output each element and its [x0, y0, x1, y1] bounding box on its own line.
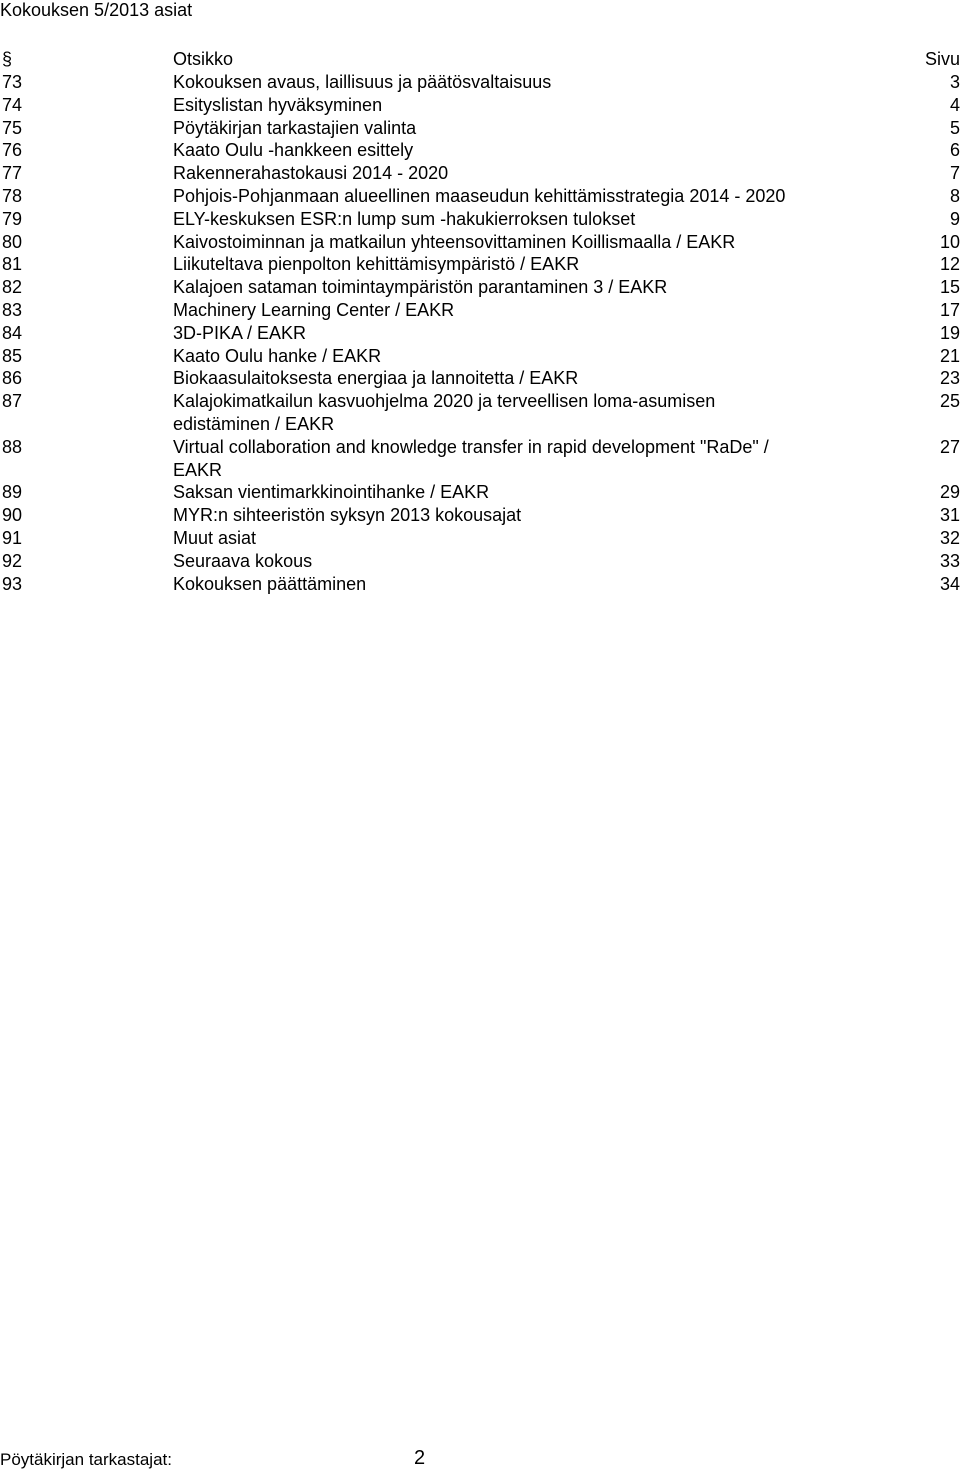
toc-row-number: 85 [2, 345, 23, 366]
toc-rows [0, 71, 960, 595]
toc-row-title: Muut asiat [173, 527, 257, 548]
toc-row-page: 15 [939, 277, 960, 298]
toc-row-title: Virtual collaboration and knowledge transfer in rapid development "RaDe" / EAKR [173, 436, 769, 480]
toc-row-title: Saksan vientimarkkinointihanke / EAKR [173, 482, 490, 503]
toc-row-page: 23 [939, 368, 960, 389]
title-column-header: Otsikko [173, 49, 234, 69]
toc-row [0, 185, 960, 208]
toc-row-number: 82 [2, 277, 23, 298]
toc-row [0, 322, 960, 345]
toc-row-number: 90 [2, 505, 23, 526]
toc-row-title: Liikuteltava pienpolton kehittämisympäristö / EAKR [173, 254, 580, 275]
toc-row-number: 83 [2, 299, 23, 320]
toc-row [0, 367, 960, 390]
toc-row-number: 79 [2, 208, 23, 229]
toc-row-title: ELY-keskuksen ESR:n lump sum -hakukierroksen tulokset [173, 208, 636, 229]
toc-row [0, 94, 960, 117]
toc-row-page: 29 [939, 482, 960, 503]
toc-row-title: 3D-PIKA / EAKR [173, 322, 307, 343]
toc-row-page: 31 [939, 505, 960, 526]
toc-row-title: Kokouksen avaus, laillisuus ja päätösvaltaisuus [173, 72, 552, 92]
toc-row-page: 10 [939, 231, 960, 252]
toc-row [0, 573, 960, 596]
toc-row-number: 78 [2, 185, 23, 206]
toc-row-title: Kaato Oulu hanke / EAKR [173, 345, 382, 366]
toc-row-number: 75 [2, 117, 23, 138]
toc-row-number: 80 [2, 231, 23, 252]
toc-row [0, 162, 960, 185]
toc-row-number: 91 [2, 527, 23, 548]
toc-row-number: 92 [2, 550, 23, 571]
toc-row-title: Kalajokimatkailun kasvuohjelma 2020 ja terveellisen loma-asumisen edistäminen / EAKR [173, 391, 716, 434]
toc-row-number: 81 [2, 254, 23, 275]
toc-row [0, 527, 960, 550]
toc-row-page: 19 [939, 322, 960, 343]
footer-page-number: 2 [414, 1447, 426, 1469]
toc-row-page: 12 [939, 254, 960, 275]
toc-row [0, 504, 960, 527]
section-mark-header: § [2, 49, 13, 69]
toc-row [0, 550, 960, 573]
toc-row-page: 27 [939, 436, 960, 457]
toc-row [0, 345, 960, 368]
toc-row [0, 71, 960, 94]
toc-row-title: Pöytäkirjan tarkastajien valinta [173, 117, 417, 138]
toc-row-number: 77 [2, 163, 23, 184]
toc-row-page: 21 [939, 345, 960, 366]
toc-row-number: 88 [2, 436, 23, 457]
toc-row-title: Machinery Learning Center / EAKR [173, 299, 455, 320]
toc-row-title: Esityslistan hyväksyminen [173, 94, 383, 115]
toc-row-page: 7 [949, 163, 960, 184]
toc-row [0, 231, 960, 254]
toc-row [0, 208, 960, 231]
toc-row [0, 299, 960, 322]
toc-row-title: Kaivostoiminnan ja matkailun yhteensovittaminen Koillismaalla / EAKR [173, 231, 736, 252]
toc-row-title: Rakennerahastokausi 2014 - 2020 [173, 163, 449, 184]
toc-row [0, 117, 960, 140]
toc-row-page: 25 [939, 391, 960, 412]
toc-row-title: Pohjois-Pohjanmaan alueellinen maaseudun kehittämisstrategia 2014 - 2020 [173, 185, 786, 206]
toc-row-page: 17 [939, 299, 960, 320]
toc-row-number: 86 [2, 368, 23, 389]
toc-row [0, 253, 960, 276]
toc-row-number: 76 [2, 140, 23, 161]
toc-row-page: 33 [939, 550, 960, 571]
toc-row-number: 93 [2, 573, 23, 594]
toc-row-title: Biokaasulaitoksesta energiaa ja lannoitetta / EAKR [173, 368, 579, 389]
toc-row-title: Kokouksen päättäminen [173, 573, 367, 594]
toc-row-page: 5 [949, 117, 960, 138]
toc-row [0, 139, 960, 162]
toc-row-page: 8 [949, 185, 960, 206]
toc-row-number: 87 [2, 391, 23, 412]
toc-row-number: 74 [2, 94, 23, 115]
toc-row-number: 89 [2, 482, 23, 503]
page-column-header: Sivu [924, 49, 960, 69]
toc-row [0, 481, 960, 504]
toc-row-title: Kaato Oulu -hankkeen esittely [173, 140, 414, 161]
toc-row-title: MYR:n sihteeristön syksyn 2013 kokousajat [173, 505, 522, 526]
toc-row-page: 34 [939, 573, 960, 594]
toc-row-number: 73 [2, 72, 23, 92]
document-header-title: Kokouksen 5/2013 asiat [0, 0, 193, 20]
footer-reviewers-label: Pöytäkirjan tarkastajat: [0, 1450, 172, 1469]
toc-row-title: Kalajoen sataman toimintaympäristön parantaminen 3 / EAKR [173, 277, 668, 298]
toc-row-page: 6 [949, 140, 960, 161]
toc-row-page: 3 [949, 72, 960, 92]
toc-row-page: 32 [939, 527, 960, 548]
toc-row-number: 84 [2, 322, 23, 343]
toc-row-page: 4 [949, 94, 960, 115]
toc-row [0, 276, 960, 299]
page-footer [0, 1449, 960, 1471]
toc-row [0, 390, 960, 436]
toc-row [0, 436, 960, 482]
toc-row-page: 9 [949, 208, 960, 229]
toc-row-title: Seuraava kokous [173, 550, 313, 571]
